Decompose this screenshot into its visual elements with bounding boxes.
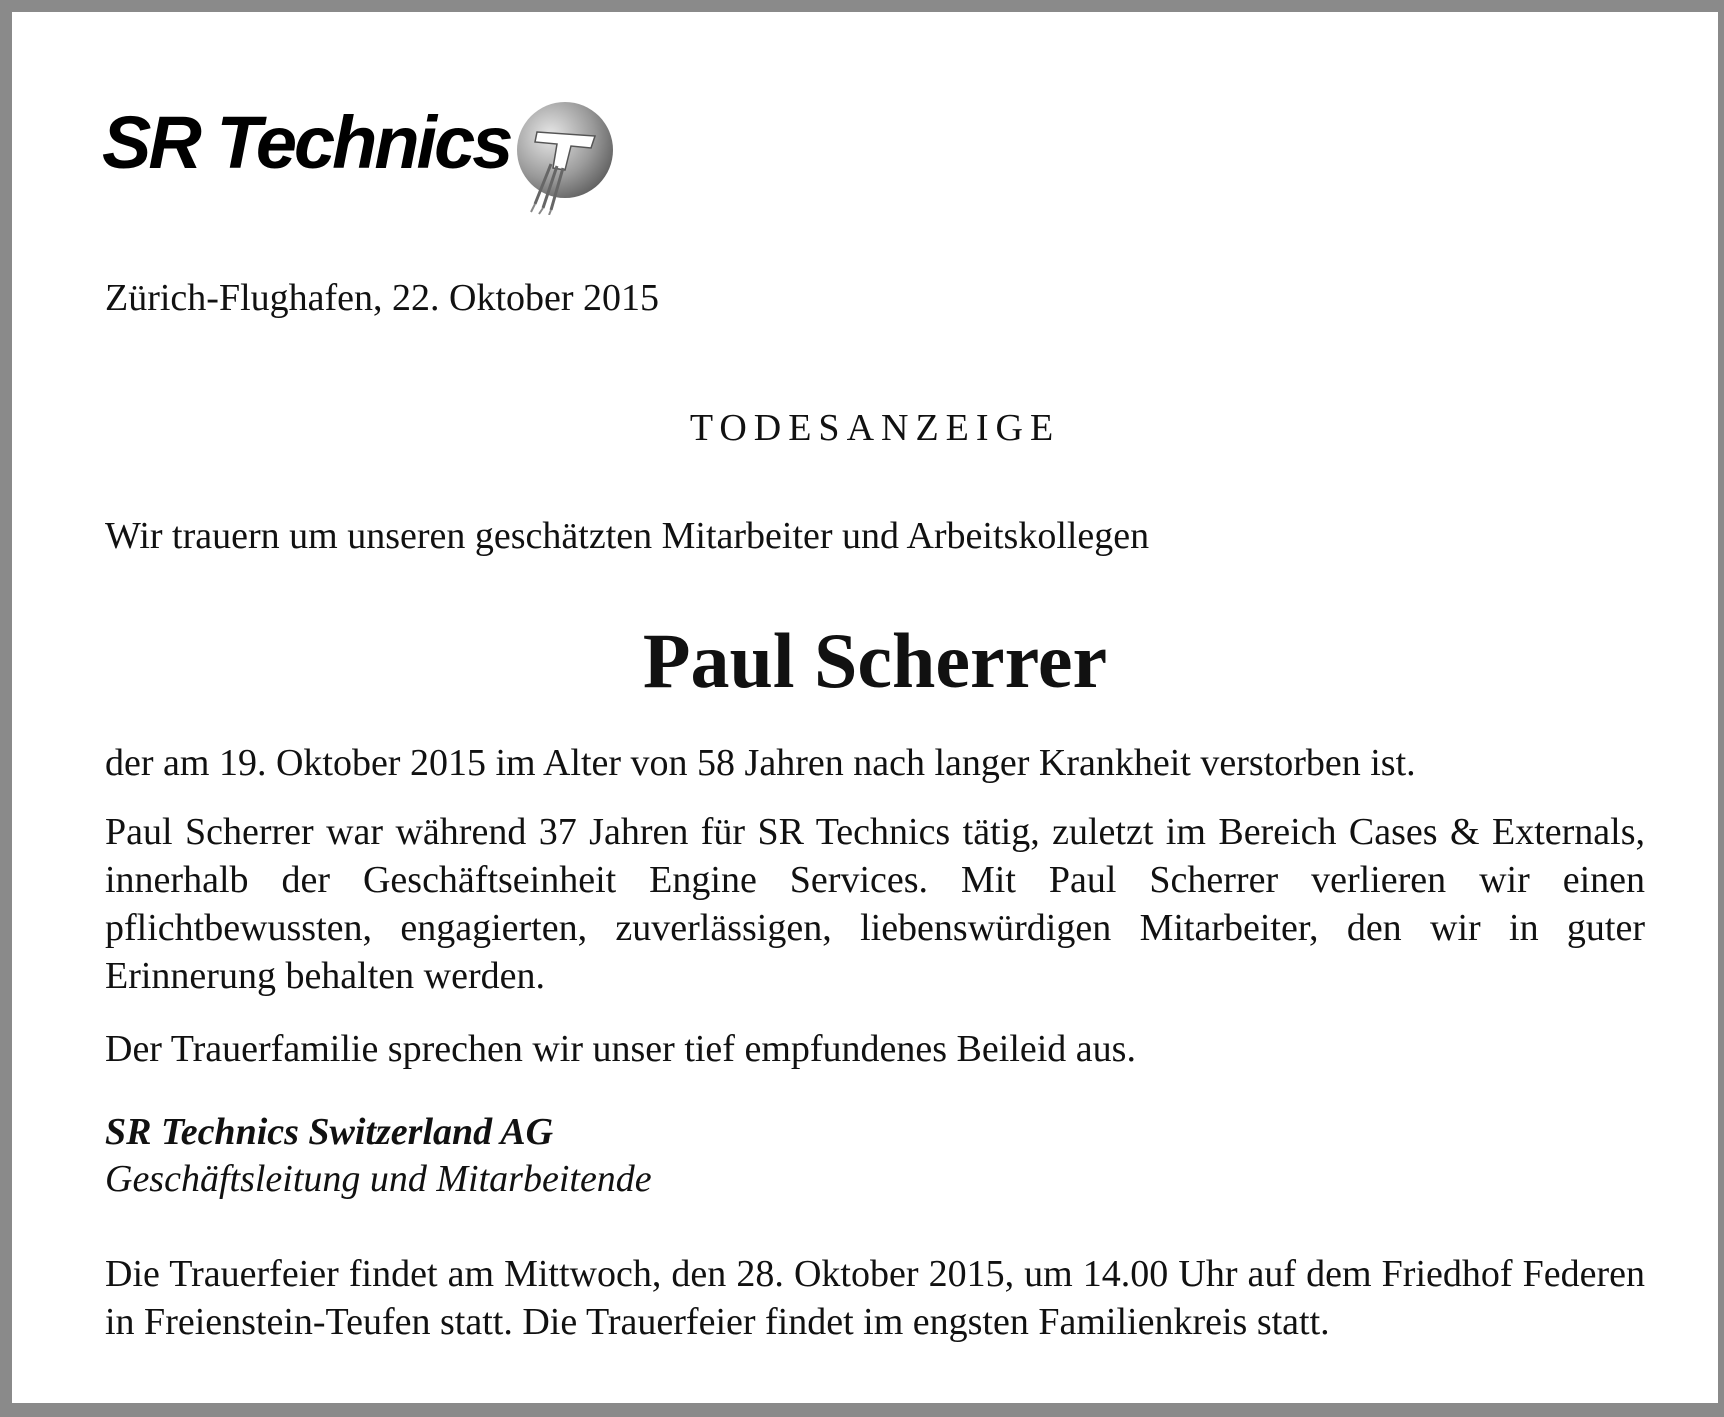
condolence-line: Der Trauerfamilie sprechen wir unser tief empfundenes Beileid aus. [105, 1028, 1136, 1070]
signature-company: SR Technics Switzerland AG [105, 1111, 554, 1153]
company-logo [102, 100, 622, 220]
deceased-name: Paul Scherrer [642, 617, 1108, 704]
death-line: der am 19. Oktober 2015 im Alter von 58 Jahren nach langer Krankheit verstorben ist. [105, 742, 1416, 784]
signature-subline: Geschäftsleitung und Mitarbeitende [105, 1158, 652, 1200]
logo-wordmark: SR Technics [102, 101, 511, 184]
globe-aircraft-icon [507, 100, 617, 215]
funeral-paragraph: Die Trauerfeier findet am Mittwoch, den 28. Oktober 2015, um 14.00 Uhr auf dem Friedhof Federen in Freienstein-Teufen statt. Die Trauerfeier findet im engsten Familienkreis statt. [105, 1253, 1645, 1343]
intro-line: Wir trauern um unseren geschätzten Mitarbeiter und Arbeitskollegen [105, 515, 1150, 557]
biography-paragraph: Paul Scherrer war während 37 Jahren für SR Technics tätig, zuletzt im Bereich Cases & Externals, innerhalb der Geschäftseinheit Engine Services. Mit Paul Scherrer verlieren wir einen pflichtbewussten, engagierten, zuverlässigen, liebenswürdigen Mitarbeiter, den wir in guter Erinnerung behalten werden. [105, 811, 1645, 997]
date-line: Zürich-Flughafen, 22. Oktober 2015 [105, 277, 660, 319]
notice-heading: TODESANZEIGE [689, 407, 1061, 449]
